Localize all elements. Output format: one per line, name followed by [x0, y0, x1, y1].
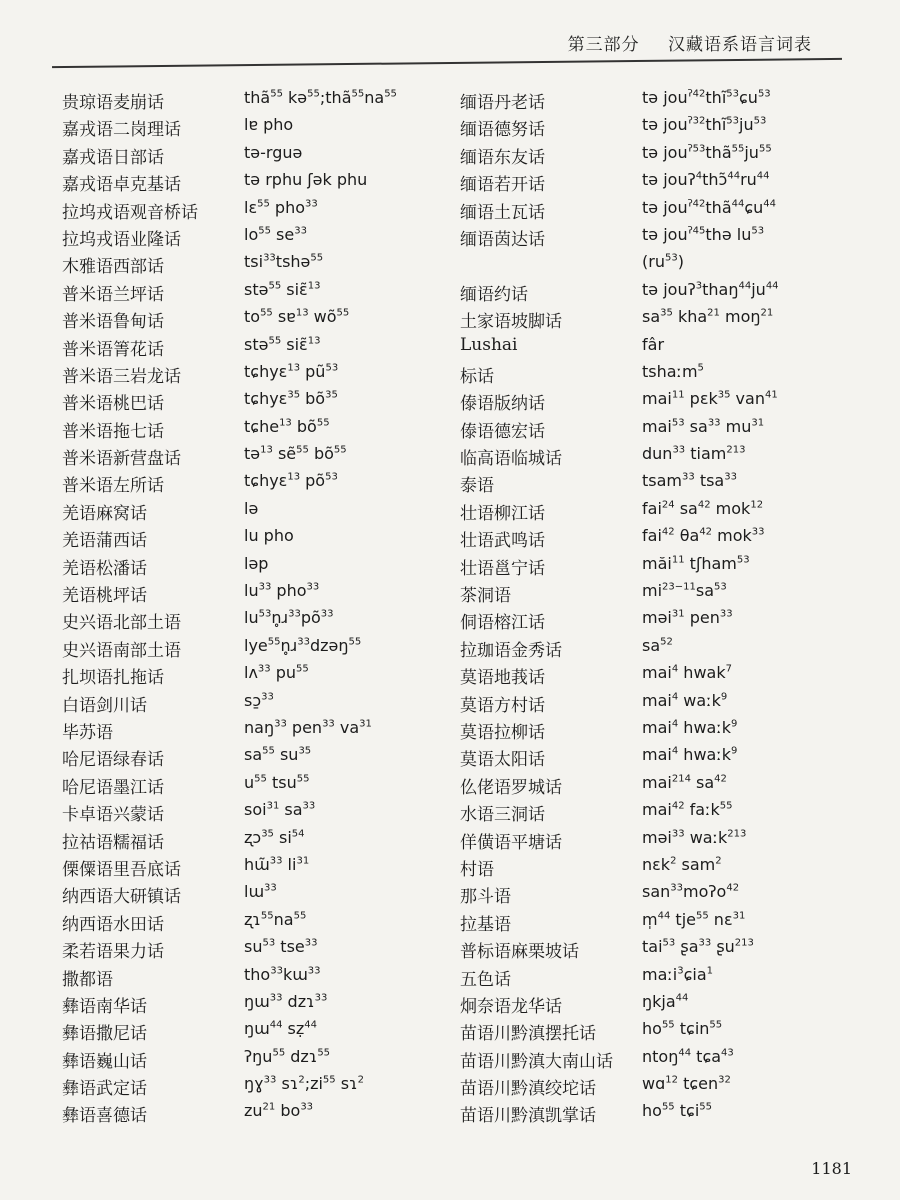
dialect-name: 普米语新营盘话	[62, 449, 181, 470]
entry-row	[62, 882, 442, 909]
entry-row	[460, 389, 840, 416]
ipa-transcription: tho$^{33}$kɯ$^{33}$	[244, 964, 321, 984]
entry-row	[62, 1019, 442, 1046]
entry-row	[62, 170, 442, 197]
ipa-transcription: $sa^{35}$ kha$^{21}$ moŋ$^{21}$	[642, 307, 774, 327]
entry-row	[62, 636, 442, 663]
entry-row	[62, 444, 442, 471]
dialect-name: 拉坞戎语观音桥话	[62, 202, 198, 223]
entry-row	[62, 773, 442, 800]
ipa-transcription: $sa^{52}$	[642, 635, 673, 655]
dialect-name: 纳西语大研镇话	[62, 887, 181, 908]
dialect-name: 羌语蒲西话	[62, 531, 147, 552]
dialect-name: 哈尼语绿春话	[62, 750, 164, 771]
ipa-transcription: $u^{55}$ tsu$^{55}$	[244, 772, 310, 792]
ipa-transcription: lʌ$^{33}$ $pu^{55}$	[244, 663, 309, 683]
dialect-name: 史兴语南部土语	[62, 640, 181, 661]
entry-row	[62, 88, 442, 115]
dialect-name: 彝语巍山话	[62, 1051, 147, 1072]
entry-row	[62, 910, 442, 937]
entry-row	[62, 745, 442, 772]
ipa-transcription: sɔ̱$^{33}$	[244, 690, 274, 710]
entry-row	[62, 1101, 442, 1128]
ipa-transcription: mai$^{42}$ faːk$^{55}$	[642, 800, 733, 820]
dialect-name: 缅语丹老话	[460, 93, 545, 113]
ipa-transcription: ʐɔ$^{35}$ $si^{54}$	[244, 827, 305, 847]
dialect-name: 嘉戎语卓克基话	[62, 175, 181, 196]
header-part: 第三部分	[567, 35, 640, 55]
ipa-transcription: məi$^{31}$ pen$^{33}$	[642, 608, 733, 628]
dialect-name: 壮语柳江话	[460, 503, 545, 524]
ipa-transcription: tə $jou^{ʔ53}thã^{55}ju^{55}$	[642, 142, 772, 162]
dialect-name: 彝语撒尼话	[62, 1024, 147, 1045]
dialect-name: 普标语麻栗坡话	[460, 942, 579, 963]
entry-row	[460, 608, 840, 635]
entry-row	[460, 965, 840, 992]
entry-row	[62, 417, 442, 444]
ipa-transcription: tə jou$^{ʔ42}$thã$^{44}$ɕu$^{44}$	[642, 197, 777, 217]
ipa-transcription: tsi$^{33}$tshə$^{55}$	[244, 252, 324, 272]
dialect-name: 羌语麻窝话	[62, 503, 147, 524]
entry-row	[62, 581, 442, 608]
dialect-name: 侗语榕江话	[460, 613, 545, 634]
dialect-name: 白语剑川话	[62, 695, 147, 716]
entry-row	[62, 855, 442, 882]
dialect-name: 莫语地莪话	[460, 668, 545, 689]
ipa-transcription: lye$^{55}$n̥ɹ$^{33}$dzəŋ$^{55}$	[244, 635, 362, 655]
dialect-name: 羌语桃坪话	[62, 586, 147, 607]
ipa-transcription: wɑ$^{12}$ tɕen$^{32}$	[642, 1074, 731, 1094]
dialect-name: 苗语川黔滇凯掌话	[460, 1106, 596, 1127]
ipa-transcription: $to^{55}$ sɐ$^{13}$ $wõ^{55}$	[244, 307, 350, 327]
dialect-name: 仫佬语罗城话	[460, 777, 562, 798]
dialect-name: 普米语桃巴话	[62, 394, 164, 415]
ipa-transcription: ʔŋu$^{55}$ dzɿ$^{55}$	[244, 1046, 331, 1066]
ipa-transcription: ləp	[244, 553, 269, 573]
entry-row	[460, 554, 840, 581]
dialect-name: 茶洞语	[460, 586, 511, 607]
dialect-name: 普米语箐花话	[62, 339, 164, 360]
dialect-name: 莫语太阳话	[460, 750, 545, 771]
dialect-name: 彝语喜德话	[62, 1106, 147, 1127]
entry-row	[62, 307, 442, 334]
dialect-name: 拉祜语糯福话	[62, 832, 164, 853]
entry-row	[62, 718, 442, 745]
dialect-name: 卡卓语兴蒙话	[62, 805, 164, 826]
ipa-transcription: fai$^{42}$ $\theta a^{42}$ mok$^{33}$	[642, 526, 765, 546]
entry-row	[460, 1074, 840, 1101]
ipa-transcription: tɕhyɛ$^{13}$ $pũ^{53}$	[244, 361, 339, 381]
dialect-name: 莫语拉柳话	[460, 722, 545, 743]
ipa-transcription: məi$^{33}$ waːk$^{213}$	[642, 827, 747, 847]
entry-row	[460, 1101, 840, 1128]
entry-row	[460, 745, 840, 772]
entry-row	[62, 691, 442, 718]
entry-row	[62, 554, 442, 581]
dialect-name: 缅语茵达话	[460, 229, 545, 250]
entry-row	[460, 115, 840, 142]
dialect-name: 傈僳语里吾底话	[62, 859, 181, 880]
entry-row	[460, 718, 840, 745]
dialect-name: 泰语	[460, 476, 494, 497]
dialect-name: 傣语德宏话	[460, 421, 545, 442]
entry-row	[460, 526, 840, 553]
ipa-transcription: ŋɯ$^{33}$ dzɿ$^{33}$	[244, 991, 328, 1011]
entry-row	[460, 1047, 840, 1074]
entry-row	[62, 937, 442, 964]
ipa-transcription: ŋkja$^{44}$	[642, 991, 689, 1011]
entry-row	[460, 691, 840, 718]
entry-row	[460, 252, 840, 279]
dialect-name: 傣语版纳话	[460, 394, 545, 415]
ipa-transcription: mai$^4$ hwaːk$^9$	[642, 717, 738, 737]
entry-row	[460, 198, 840, 225]
ipa-transcription: $lo^{55}$ $se^{33}$	[244, 224, 307, 244]
entry-row	[62, 389, 442, 416]
ipa-transcription: tə $jou^{ʔ32}thĩ^{53}ju^{53}$	[642, 115, 767, 135]
ipa-transcription: $lu^{53}n̥ɹ^{33}põ^{33}$	[244, 608, 334, 628]
ipa-transcription: tai$^{53}$ ʂa$^{33}$ ʂu$^{213}$	[642, 937, 754, 957]
entry-row	[460, 992, 840, 1019]
ipa-transcription: $zu^{21}$ $bo^{33}$	[244, 1101, 314, 1121]
entry-row	[460, 444, 840, 471]
entry-row	[62, 499, 442, 526]
entry-row	[460, 471, 840, 498]
entry-row	[62, 663, 442, 690]
dialect-name: 五色话	[460, 969, 511, 990]
dialect-name: 普米语拖七话	[62, 421, 164, 442]
dialect-name: 普米语三岩龙话	[62, 366, 181, 387]
dialect-name: 缅语东友话	[460, 147, 545, 168]
ipa-transcription: lu pho	[244, 526, 294, 546]
entry-row	[460, 581, 840, 608]
dialect-name: 苗语川黔滇大南山话	[460, 1051, 613, 1072]
entry-row	[460, 170, 840, 197]
entry-row	[460, 910, 840, 937]
dialect-name: 拉基语	[460, 914, 511, 935]
dialect-name: 缅语约话	[460, 284, 528, 305]
ipa-transcription: fai$^{24}$ $sa^{42}$ mok$^{12}$	[642, 498, 764, 518]
ipa-transcription: tə rphu ʃək phu	[244, 170, 368, 190]
entry-row	[460, 225, 840, 252]
dialect-name: Lushai	[460, 334, 518, 355]
ipa-transcription: mai$^{53}$ $sa^{33}$ $mu^{31}$	[642, 416, 765, 436]
ipa-transcription: mai$^{11}$ pɛk$^{35}$ van$^{41}$	[642, 389, 778, 409]
ipa-transcription: m̩$^{44}$ tje$^{55}$ nɛ$^{31}$	[642, 909, 746, 929]
ipa-transcription: thã$^{55}$ $kə^{55};thã^{55}na^{55}$	[244, 88, 397, 107]
ipa-transcription: $ho^{55}$ tɕin$^{55}$	[642, 1019, 723, 1039]
ipa-transcription: san$^{33}$moʔo$^{42}$	[642, 882, 740, 902]
entry-row	[62, 362, 442, 389]
ipa-transcription: lə	[244, 498, 259, 518]
page-number: 1181	[811, 1159, 852, 1178]
entry-row	[460, 828, 840, 855]
header-title: 汉藏语系语言词表	[668, 35, 812, 55]
entry-row	[460, 773, 840, 800]
entry-row	[62, 800, 442, 827]
ipa-transcription: stə$^{55}$ siɛ̃$^{13}$	[244, 279, 321, 299]
ipa-transcription: lɐ pho	[244, 115, 294, 135]
entry-row	[62, 252, 442, 279]
entry-row	[460, 335, 840, 362]
dialect-name: 彝语南华话	[62, 996, 147, 1017]
ipa-transcription: tə jou$^{ʔ42}$thĩ$^{53}$ɕu$^{53}$	[642, 88, 771, 107]
dialect-name: 佯僙语平塘话	[460, 832, 562, 853]
dialect-name: 炯奈语龙华话	[460, 996, 562, 1017]
entry-row	[460, 280, 840, 307]
dialect-name: 羌语松潘话	[62, 558, 147, 579]
dialect-name: 苗语川黔滇绞坨话	[460, 1079, 596, 1100]
ipa-transcription: $ho^{55}$ tɕi$^{55}$	[642, 1101, 713, 1121]
entry-row	[460, 882, 840, 909]
entry-row	[62, 608, 442, 635]
dialect-name: 壮语武鸣话	[460, 531, 545, 552]
ipa-transcription: mai$^{214}$ $sa^{42}$	[642, 772, 727, 792]
dialect-name: 水语三洞话	[460, 805, 545, 826]
dialect-name: 拉坞戎语业隆话	[62, 229, 181, 250]
ipa-transcription: tɕhyɛ$^{35}$ $bõ^{35}$	[244, 389, 338, 409]
ipa-transcription: dun$^{33}$ tiam$^{213}$	[642, 444, 746, 464]
dialect-name: 撒都语	[62, 969, 113, 990]
ipa-transcription: tə jou$^{ʔ45}$thə $lu^{53}$	[642, 224, 765, 244]
dialect-name: 彝语武定话	[62, 1079, 147, 1100]
ipa-transcription: $mi^{23-11}sa^{53}$	[642, 581, 727, 601]
entry-row	[460, 800, 840, 827]
ipa-transcription: tə $jouʔ^3thaŋ^{44}ju^{44}$	[642, 279, 779, 299]
ipa-transcription: $ʐɿ^{55}na^{55}$	[244, 909, 307, 929]
entry-row	[460, 417, 840, 444]
dialect-name: 普米语鲁甸话	[62, 312, 164, 333]
ipa-transcription: ntoŋ$^{44}$ tɕa$^{43}$	[642, 1046, 734, 1066]
entry-row	[460, 636, 840, 663]
dialect-name: 标话	[460, 366, 494, 387]
dialect-name: 哈尼语墨江话	[62, 777, 164, 798]
ipa-transcription: mai$^4$ waːk$^9$	[642, 690, 728, 710]
ipa-transcription: nɛk$^2$ sam$^2$	[642, 854, 722, 874]
ipa-transcription: tə$^{13}$ sẽ$^{55}$ $bõ^{55}$	[244, 444, 347, 464]
entry-row	[62, 471, 442, 498]
ipa-transcription: soi$^{31}$ $sa^{33}$	[244, 800, 316, 820]
dialect-name: 缅语土瓦话	[460, 202, 545, 223]
ipa-transcription: tɕhyɛ$^{13}$ $põ^{53}$	[244, 471, 338, 491]
dialect-name: 嘉戎语日部话	[62, 147, 164, 168]
dialect-name: 贵琼语麦崩话	[62, 93, 164, 113]
ipa-transcription: $(ru^{53})$	[642, 252, 684, 272]
dialect-name: 缅语若开话	[460, 175, 545, 196]
entry-row	[62, 143, 442, 170]
ipa-transcription: tə-rguə	[244, 142, 303, 162]
dialect-name: 纳西语水田话	[62, 914, 164, 935]
dialect-name: 苗语川黔滇摆托话	[460, 1024, 596, 1045]
ipa-transcription: tshaːm$^5$	[642, 361, 704, 381]
dialect-name: 毕苏语	[62, 722, 113, 743]
entry-row	[62, 828, 442, 855]
ipa-transcription: tsam$^{33}$ tsa$^{33}$	[642, 471, 737, 491]
ipa-transcription: $lu^{33}$ pho$^{33}$	[244, 581, 320, 601]
ipa-transcription: $sa^{55}$ $su^{35}$	[244, 745, 312, 765]
ipa-transcription: mai$^4$ hwaːk$^9$	[642, 745, 738, 765]
ipa-transcription: lɯ$^{33}$	[244, 882, 277, 902]
entry-row	[460, 307, 840, 334]
entry-row	[62, 1074, 442, 1101]
dialect-name: 莫语方村话	[460, 695, 545, 716]
dialect-name: 嘉戎语二岗理话	[62, 120, 181, 141]
ipa-transcription: $su^{53}$ tse$^{33}$	[244, 937, 318, 957]
dialect-name: 拉珈语金秀话	[460, 640, 562, 661]
dialect-name: 史兴语北部土语	[62, 613, 181, 634]
ipa-transcription: ŋɯ$^{44}$ sẓ$^{44}$	[244, 1019, 318, 1039]
ipa-transcription: ŋɣ$^{33}$ $sɿ^2;zi^{55}$ sɿ$^2$	[244, 1074, 364, 1094]
entry-row	[62, 115, 442, 142]
entry-row	[460, 143, 840, 170]
ipa-transcription: fâr	[642, 334, 665, 354]
dialect-name: 木雅语西部话	[62, 257, 164, 278]
dialect-name: 缅语德努话	[460, 120, 545, 141]
dialect-name: 普米语兰坪话	[62, 284, 164, 305]
entry-row	[62, 526, 442, 553]
right-column	[460, 88, 840, 1129]
entry-row	[62, 225, 442, 252]
ipa-transcription: tɕhe$^{13}$ $bõ^{55}$	[244, 416, 330, 436]
header-rule	[52, 58, 842, 68]
running-header	[568, 30, 812, 55]
ipa-transcription: stə$^{55}$ siɛ̃$^{13}$	[244, 334, 321, 354]
entry-row	[62, 992, 442, 1019]
ipa-transcription: maːi$^3$ɕia$^1$	[642, 964, 714, 984]
entry-row	[460, 362, 840, 389]
entry-row	[460, 88, 840, 115]
left-column	[62, 88, 442, 1129]
entry-row	[460, 855, 840, 882]
dialect-name: 柔若语果力话	[62, 942, 164, 963]
entry-row	[62, 335, 442, 362]
ipa-transcription: lɛ$^{55}$ pho$^{33}$	[244, 197, 318, 217]
dialect-name: 普米语左所话	[62, 476, 164, 497]
dialect-name: 壮语邕宁话	[460, 558, 545, 579]
entry-row	[62, 1047, 442, 1074]
ipa-transcription: măi$^{11}$ tʃham$^{53}$	[642, 553, 750, 573]
entry-row	[460, 937, 840, 964]
entry-row	[62, 198, 442, 225]
entry-row	[460, 663, 840, 690]
dialect-name: 扎坝语扎拖话	[62, 668, 164, 689]
ipa-transcription: hɯ̃$^{33}$ $li^{31}$	[244, 854, 310, 874]
ipa-transcription: tə $jouʔ^4thɔ̃^{44}ru^{44}$	[642, 170, 770, 190]
entry-row	[62, 965, 442, 992]
entry-row	[460, 499, 840, 526]
ipa-transcription: naŋ$^{33}$ pen$^{33}$ $va^{31}$	[244, 717, 372, 737]
entry-row	[62, 280, 442, 307]
dialect-name: 土家语坡脚话	[460, 312, 562, 333]
dialect-name: 临高语临城话	[460, 449, 562, 470]
dialect-name: 村语	[460, 859, 494, 880]
dialect-name: 那斗语	[460, 887, 511, 908]
ipa-transcription: mai$^4$ hwak$^7$	[642, 663, 732, 683]
entry-row	[460, 1019, 840, 1046]
